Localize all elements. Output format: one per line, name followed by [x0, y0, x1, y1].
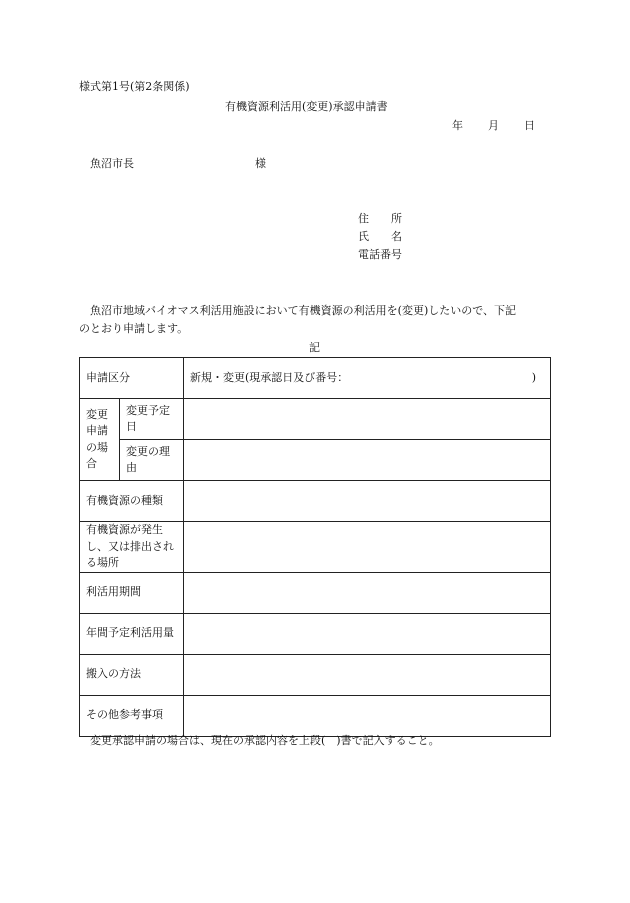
annual-amount-cell[interactable]	[184, 613, 551, 654]
change-date-label: 変更予定日	[120, 399, 184, 440]
table-row	[80, 481, 551, 522]
resource-kind-label: 有機資源の種類	[80, 481, 184, 522]
ki-label: 記	[309, 341, 320, 354]
change-reason-cell[interactable]	[184, 440, 551, 481]
delivery-method-cell[interactable]	[184, 654, 551, 695]
application-table	[79, 357, 551, 737]
body-text-line1: 魚沼市地域バイオマス利活用施設において有機資源の利活用を(変更)したいので、下記	[90, 304, 517, 317]
delivery-method-label: 搬入の方法	[80, 654, 184, 695]
applicant-phone-label: 電話番号	[358, 248, 402, 261]
other-label: その他参考事項	[80, 695, 184, 736]
application-type-close: )	[531, 370, 536, 384]
body-text-line2: のとおり申請します。	[79, 322, 189, 335]
page-title: 有機資源利活用(変更)承認申請書	[225, 100, 388, 113]
period-cell[interactable]	[184, 572, 551, 613]
change-date-cell[interactable]	[184, 399, 551, 440]
date-day: 日	[524, 119, 535, 132]
other-cell[interactable]	[184, 695, 551, 736]
table-row	[80, 572, 551, 613]
form-number: 様式第1号(第2条関係)	[79, 80, 190, 93]
applicant-address-label: 住 所	[358, 212, 402, 225]
footnote: 変更承認申請の場合は、現在の承認内容を上段( )書で記入すること。	[90, 734, 440, 747]
change-reason-label: 変更の理由	[120, 440, 184, 481]
period-label: 利活用期間	[80, 572, 184, 613]
table-row	[80, 695, 551, 736]
origin-place-label: 有機資源が発生し、又は排出される場所	[80, 522, 184, 573]
applicant-name-label: 氏 名	[358, 230, 402, 243]
origin-place-cell[interactable]	[184, 522, 551, 573]
addressee-mayor: 魚沼市長	[90, 157, 134, 170]
table-row	[80, 613, 551, 654]
table-row	[80, 522, 551, 573]
change-group-label: 変更申請の場合	[80, 399, 120, 481]
table-row	[80, 654, 551, 695]
date-month: 月	[488, 119, 499, 132]
annual-amount-label: 年間予定利活用量	[80, 613, 184, 654]
addressee-honorific: 様	[255, 157, 266, 170]
date-year: 年	[452, 119, 463, 132]
application-type-label: 申請区分	[80, 358, 184, 399]
resource-kind-cell[interactable]	[184, 481, 551, 522]
application-type-value: 新規・変更(現承認日及び番号：	[190, 370, 349, 384]
application-type-cell[interactable]	[184, 358, 551, 399]
table-row	[80, 440, 551, 481]
table-row	[80, 358, 551, 399]
table-row	[80, 399, 551, 440]
